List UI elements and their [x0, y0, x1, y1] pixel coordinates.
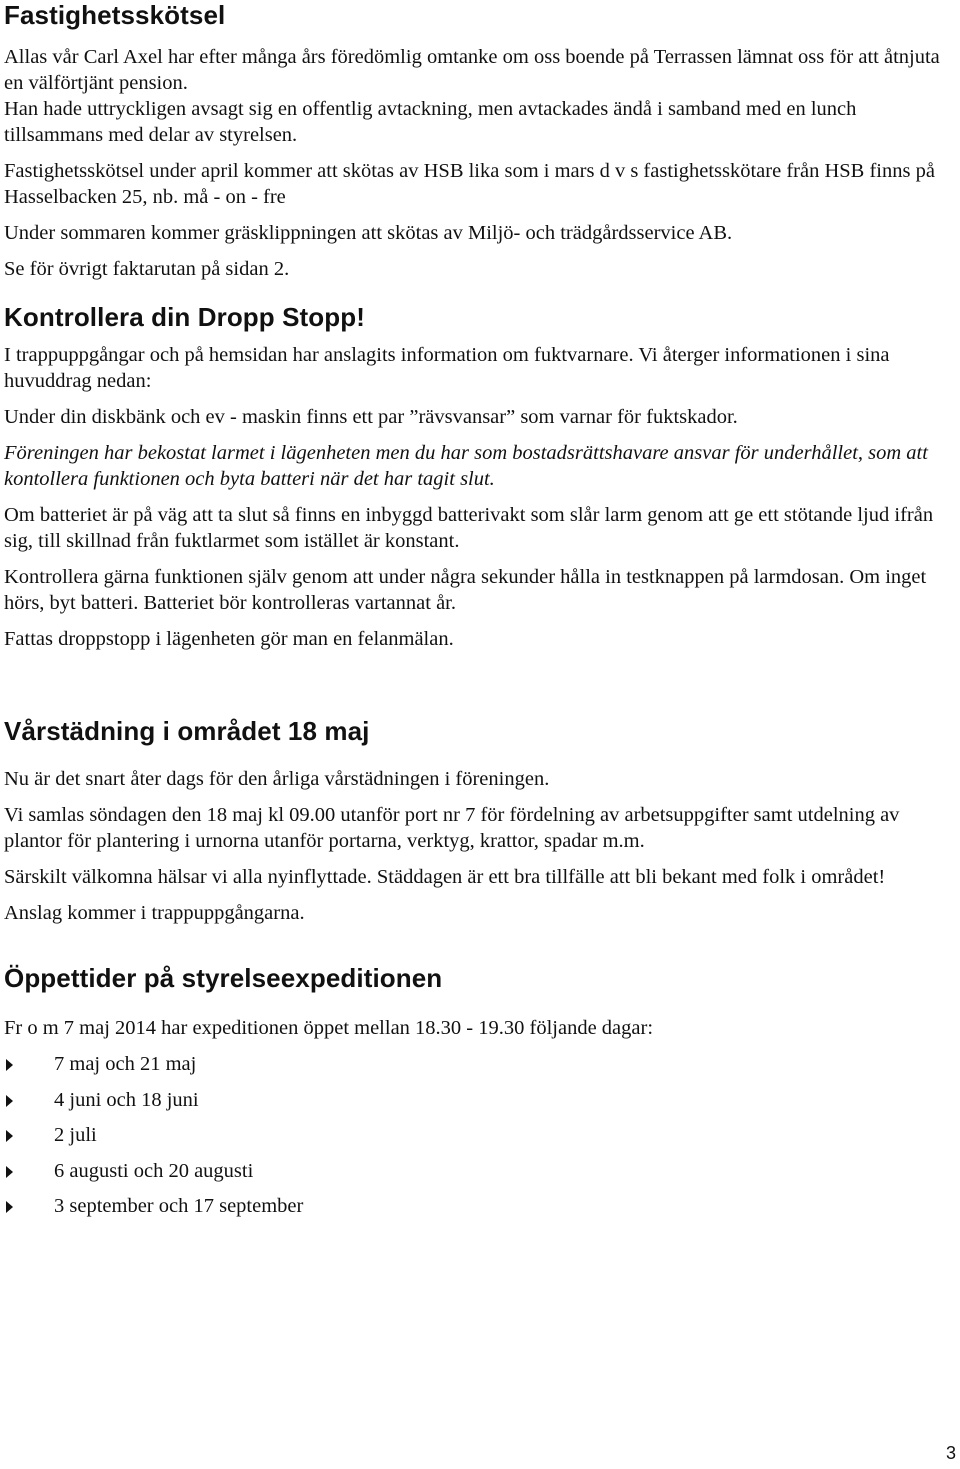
paragraph-testknapp: Kontrollera gärna funktionen själv genom att under några sekunder hålla in testknappen på larmdosan. Om inget hörs, byt batteri. Batteriet bör kontrolleras vartannat år.: [4, 566, 927, 614]
list-item-text: 3 september och 17 september: [54, 1195, 304, 1217]
paragraph-ansvar: Föreningen har bekostat larmet i lägenheten men du har som bostadsrättshavare ansvar för underhållet, som att kontollera funktionen och byta batteri när det har tagit slut.: [4, 442, 928, 490]
paragraph-pension: Allas vår Carl Axel har efter många års föredömlig omtanke om oss boende på Terrassen lämnat oss för att åtnjuta en välförtjänt pension.: [4, 46, 940, 94]
paragraph-felanmalan: Fattas droppstopp i lägenheten gör man en felanmälan.: [4, 628, 454, 650]
heading-fastighetsskotsel: Fastighetsskötsel: [4, 0, 226, 30]
document-page: [4, 0, 954, 1229]
paragraph-faktaruta: Se för övrigt faktarutan på sidan 2.: [4, 258, 290, 280]
list-item-text: 4 juni och 18 juni: [54, 1088, 199, 1111]
heading-varstadning: Vårstädning i området 18 maj: [4, 716, 370, 746]
opening-dates-list: [4, 1051, 954, 1219]
paragraph-oppettider-intro: Fr o m 7 maj 2014 har expeditionen öppet mellan 18.30 - 19.30 följande dagar:: [4, 1017, 654, 1039]
list-item-text: 2 juli: [54, 1124, 97, 1146]
paragraph-fuktvarnare: I trappuppgångar och på hemsidan har anslagits information om fuktvarnare. Vi återger informationen i sina huvuddrag nedan:: [4, 344, 890, 392]
list-item: [4, 1051, 954, 1077]
triangle-bullet-icon: [6, 1166, 13, 1178]
triangle-bullet-icon: [6, 1095, 13, 1107]
list-item: [4, 1122, 954, 1148]
heading-oppettider: Öppettider på styrelseexpeditionen: [4, 963, 443, 993]
triangle-bullet-icon: [6, 1130, 13, 1142]
paragraph-ravsvansar: Under din diskbänk och ev - maskin finns ett par ”rävsvansar” som varnar för fuktskador.: [4, 406, 738, 428]
list-item: [4, 1193, 954, 1219]
triangle-bullet-icon: [6, 1201, 13, 1213]
triangle-bullet-icon: [6, 1059, 13, 1071]
paragraph-varstadning-tid: Vi samlas söndagen den 18 maj kl 09.00 utanför port nr 7 för fördelning av arbetsuppgifter samt utdelning av plantor för plantering i urnorna utanför portarna, verktyg, krattor, spadar m.m.: [4, 804, 900, 852]
paragraph-varstadning-intro: Nu är det snart åter dags för den årliga vårstädningen i föreningen.: [4, 768, 550, 790]
list-item: [4, 1087, 954, 1113]
paragraph-anslag: Anslag kommer i trappuppgångarna.: [4, 902, 305, 924]
paragraph-valkomna: Särskilt välkomna hälsar vi alla nyinflyttade. Städdagen är ett bra tillfälle att bli bekant med folk i området!: [4, 866, 886, 888]
paragraph-april: Fastighetsskötsel under april kommer att skötas av HSB lika som i mars d v s fastighetsskötare från HSB finns på Hasselbacken 25, nb. må - on - fre: [4, 160, 935, 208]
list-item: [4, 1158, 954, 1184]
list-item-text: 6 augusti och 20 augusti: [54, 1159, 254, 1182]
list-item-text: 7 maj och 21 maj: [54, 1053, 197, 1075]
paragraph-batterivakt: Om batteriet är på väg att ta slut så finns en inbyggd batterivakt som slår larm genom att ge ett stötande ljud ifrån sig, till skillnad från fuktlarmet som istället är konstant.: [4, 504, 934, 552]
paragraph-sommar: Under sommaren kommer gräsklippningen att skötas av Miljö- och trädgårdsservice AB.: [4, 222, 733, 244]
page-number: 3: [945, 1443, 956, 1463]
paragraph-avtackning: Han hade uttryckligen avsagt sig en offentlig avtackning, men avtackades ändå i samband med en lunch tillsammans med delar av styrelsen.: [4, 98, 857, 146]
heading-dropp-stopp: Kontrollera din Dropp Stopp!: [4, 302, 365, 332]
